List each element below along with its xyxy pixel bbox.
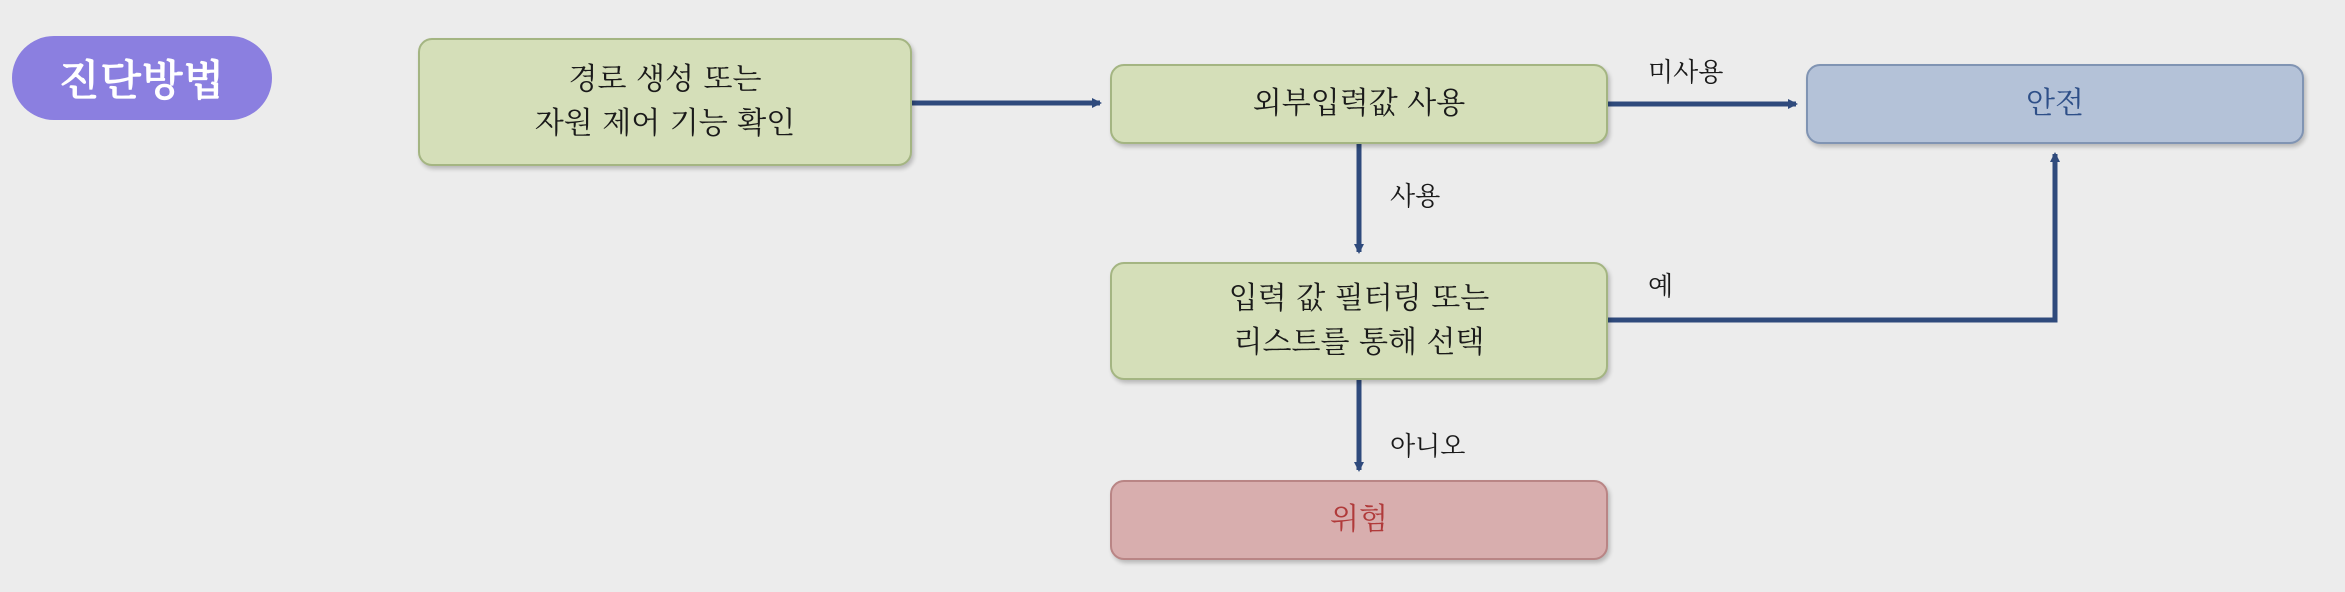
edge-label-yes: 예: [1648, 272, 1674, 302]
edge-label-no: 아니오: [1390, 432, 1466, 462]
node-path-resource-check-label: 경로 생성 또는 자원 제어 기능 확인: [534, 62, 796, 141]
edge-filter-to-safe: [1608, 154, 2055, 320]
edge-label-used: 사용: [1390, 182, 1441, 212]
node-input-filtering: [1110, 262, 1608, 380]
node-external-input: [1110, 64, 1608, 144]
page-title: 진단방법: [12, 36, 272, 120]
node-input-filtering-label: 입력 값 필터링 또는 리스트를 통해 선택: [1228, 281, 1490, 360]
node-danger: [1110, 480, 1608, 560]
node-safe: [1806, 64, 2304, 144]
edge-label-unused: 미사용: [1648, 58, 1724, 88]
node-safe-label: 안전: [2026, 86, 2084, 121]
node-external-input-label: 외부입력값 사용: [1252, 86, 1466, 121]
node-danger-label: 위험: [1330, 502, 1388, 537]
node-path-resource-check: [418, 38, 912, 166]
